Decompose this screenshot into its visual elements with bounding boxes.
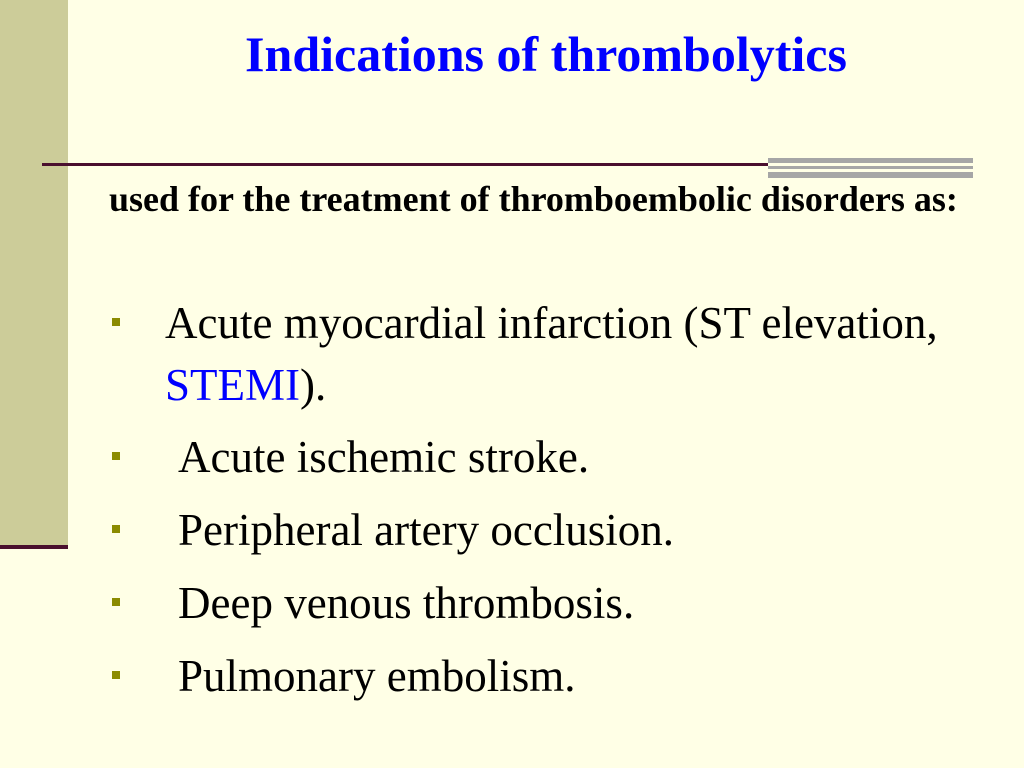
square-bullet-icon: [112, 598, 120, 606]
square-bullet-icon: [112, 671, 120, 679]
list-item-peripheral-occlusion: [108, 499, 988, 561]
left-bar-accent-line: [0, 545, 68, 549]
list-item-stroke: [108, 426, 988, 488]
list-item-label: Deep venous thrombosis.: [178, 578, 635, 628]
intro-text: used for the treatment of thromboembolic disorders as:: [109, 179, 958, 219]
indications-list: [108, 292, 988, 718]
stemi-highlight: STEMI: [165, 360, 300, 410]
square-bullet-icon: [112, 452, 120, 460]
left-decorative-bar: [0, 0, 68, 545]
slide-title: Indications of thrombolytics: [245, 26, 847, 82]
list-item-text-part2: ).: [300, 360, 327, 410]
list-item-label: Pulmonary embolism.: [178, 651, 576, 701]
list-item-label: Acute ischemic stroke.: [178, 432, 590, 482]
list-item-stemi: [108, 292, 988, 416]
list-item-pulmonary-embolism: [108, 645, 988, 707]
list-item-label: Peripheral artery occlusion.: [178, 505, 675, 555]
list-item-text-part1: Acute myocardial infarction (ST elevation,: [165, 298, 938, 348]
square-bullet-icon: [112, 525, 120, 533]
list-item-dvt: [108, 572, 988, 634]
square-bullet-icon: [112, 318, 120, 326]
list-item-label: [165, 298, 938, 410]
